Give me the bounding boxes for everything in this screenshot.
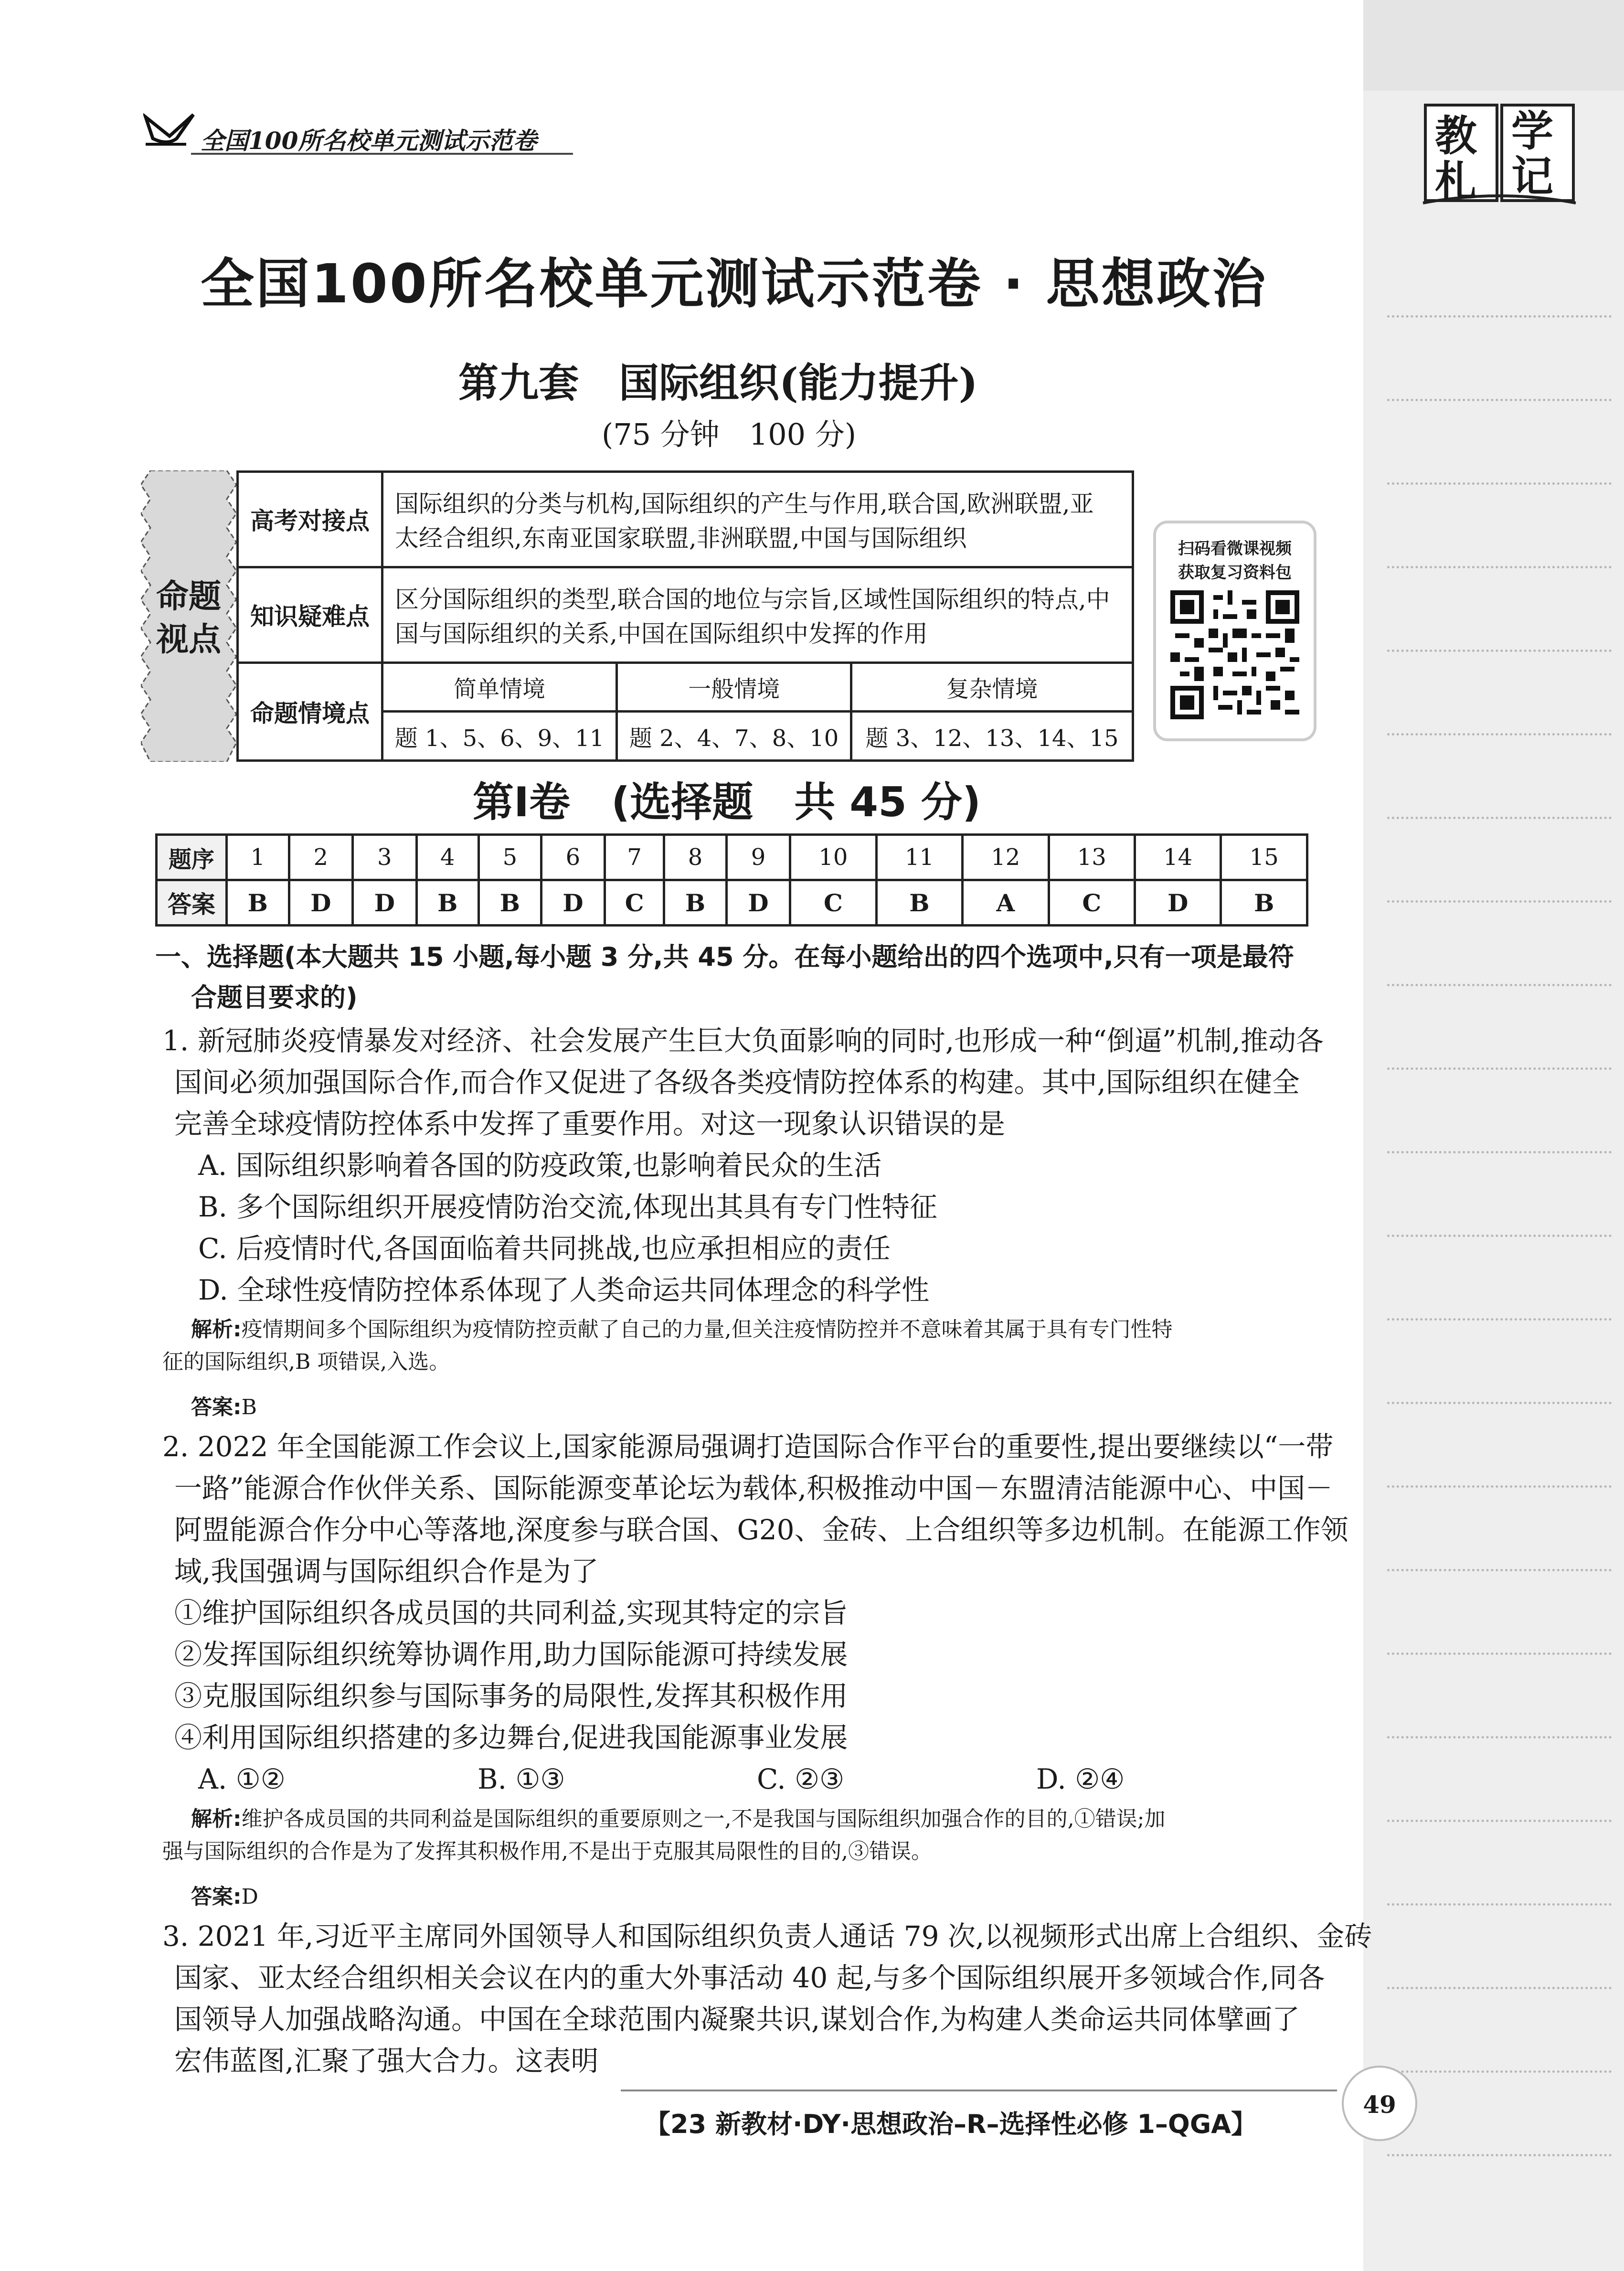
answer-cell: A bbox=[963, 880, 1049, 926]
note-line bbox=[1387, 984, 1612, 986]
q2-option-b: B. ①③ bbox=[478, 1763, 565, 1795]
qr-label-line2: 获取复习资料包 bbox=[1178, 563, 1292, 582]
question-number: 11 bbox=[876, 835, 962, 880]
q3-stem-line1: 3. 2021 年,习近平主席同外国领导人和国际组织负责人通话 79 次,以视频形式出席上合组织、金砖 bbox=[162, 1920, 1372, 1952]
situation-complex-header: 复杂情境 bbox=[851, 662, 1133, 712]
answer-table-row2-label: 答案 bbox=[157, 880, 227, 926]
note-line bbox=[1387, 566, 1612, 568]
note-line bbox=[1387, 1235, 1612, 1237]
question-number: 5 bbox=[479, 835, 541, 880]
answer-table-answers-row bbox=[157, 880, 1307, 926]
question-number: 13 bbox=[1049, 835, 1135, 880]
note-line bbox=[1387, 1987, 1612, 1989]
q2-statement-1: ①维护国际组织各成员国的共同利益,实现其特定的宗旨 bbox=[174, 1597, 848, 1629]
series-logo bbox=[143, 110, 196, 150]
q1-stem-line2: 国间必须加强国际合作,而合作又促进了各级各类疫情防控体系的构建。其中,国际组织在健全 bbox=[174, 1066, 1300, 1098]
answer-cell: C bbox=[1049, 880, 1135, 926]
note-line bbox=[1387, 399, 1612, 401]
footer-rule bbox=[621, 2090, 1337, 2091]
note-line bbox=[1387, 1067, 1612, 1070]
row-label-exam-points: 高考对接点 bbox=[238, 472, 382, 567]
notes-margin-cap bbox=[1363, 0, 1624, 91]
q2-stem-line3: 阿盟能源合作分中心等落地,深度参与联合国、G20、金砖、上合组织等多边机制。在能源工作领 bbox=[174, 1514, 1348, 1546]
book-char-3: 札 bbox=[1435, 156, 1477, 206]
q2-stem-line2: 一路”能源合作伙伴关系、国际能源变革论坛为载体,积极推动中国－东盟清洁能源中心、中国－ bbox=[174, 1472, 1333, 1504]
answer-table bbox=[155, 833, 1308, 927]
situation-simple-header: 简单情境 bbox=[382, 662, 617, 712]
book-char-4: 记 bbox=[1511, 151, 1554, 201]
q2-stem-line1: 2. 2022 年全国能源工作会议上,国家能源局强调打造国际合作平台的重要性,提出要继续以“一带 bbox=[162, 1430, 1334, 1463]
q3-stem-line4: 宏伟蓝图,汇聚了强大合力。这表明 bbox=[174, 2045, 599, 2077]
note-line bbox=[1387, 650, 1612, 652]
qr-label-line1: 扫码看微课视频 bbox=[1178, 539, 1292, 558]
qr-card[interactable] bbox=[1153, 521, 1316, 741]
series-name: 全国100所名校单元测试示范卷 bbox=[201, 127, 537, 155]
book-char-1: 教 bbox=[1435, 111, 1477, 160]
note-line bbox=[1387, 1653, 1612, 1655]
answer-cell: D bbox=[541, 880, 605, 926]
exam-duration: (75 分钟 100 分) bbox=[602, 417, 857, 452]
question-number: 14 bbox=[1135, 835, 1221, 880]
note-line bbox=[1387, 1820, 1612, 1822]
answer-cell: B bbox=[416, 880, 479, 926]
note-line bbox=[1387, 1903, 1612, 1906]
answer-cell: B bbox=[227, 880, 289, 926]
answer-cell: B bbox=[1221, 880, 1307, 926]
qr-code-icon[interactable] bbox=[1170, 590, 1299, 719]
instructions-line1: 一、选择题(本大题共 15 小题,每小题 3 分,共 45 分。在每小题给出的四个选项中,只有一项是最符 bbox=[155, 942, 1294, 972]
note-line bbox=[1387, 1736, 1612, 1738]
info-grid bbox=[236, 470, 1134, 762]
q1-option-a: A. 国际组织影响着各国的防疫政策,也影响着民众的生活 bbox=[198, 1149, 882, 1182]
question-number: 3 bbox=[353, 835, 416, 880]
row-content-exam-points: 国际组织的分类与机构,国际组织的产生与作用,联合国,欧洲联盟,亚 太经合组织,东南亚国家联盟,非洲联盟,中国与国际组织 bbox=[382, 472, 1133, 567]
book-icon bbox=[1421, 96, 1578, 210]
question-number: 2 bbox=[289, 835, 352, 880]
footer-code: 【23 新教材·DY·思想政治–R–选择性必修 1–QGA】 bbox=[645, 2109, 1257, 2139]
situation-general-questions: 题 2、4、7、8、10 bbox=[617, 712, 851, 761]
proposition-table bbox=[141, 470, 1144, 762]
q3-stem-line3: 国领导人加强战略沟通。中国在全球范围内凝聚共识,谋划合作,为构建人类命运共同体擘画了 bbox=[174, 2003, 1300, 2036]
q1-explanation-line1: 解析:疫情期间多个国际组织为疫情防控贡献了自己的力量,但关注疫情防控并不意味着其属于具有专门性特 bbox=[191, 1317, 1173, 1342]
q2-explanation-line2: 强与国际组织的合作是为了发挥其积极作用,不是出于克服其局限性的目的,③错误。 bbox=[162, 1839, 932, 1864]
answer-cell: D bbox=[726, 880, 790, 926]
q2-option-a: A. ①② bbox=[198, 1763, 286, 1795]
header-underline bbox=[191, 153, 573, 155]
row-content-difficult-points: 区分国际组织的类型,联合国的地位与宗旨,区域性国际组织的特点,中 国与国际组织的关系,中国在国际组织中发挥的作用 bbox=[382, 567, 1133, 662]
question-number: 1 bbox=[227, 835, 289, 880]
bird-book-icon bbox=[143, 110, 196, 148]
instructions-line2: 合题目要求的) bbox=[191, 982, 358, 1013]
question-number: 10 bbox=[790, 835, 876, 880]
note-line bbox=[1387, 900, 1612, 903]
q1-explanation-line2: 征的国际组织,B 项错误,入选。 bbox=[162, 1350, 450, 1374]
q3-stem-line2: 国家、亚太经合组织相关会议在内的重大外事活动 40 起,与多个国际组织展开多领域合作,同各 bbox=[174, 1962, 1325, 1994]
question-number: 9 bbox=[726, 835, 790, 880]
question-number: 15 bbox=[1221, 835, 1307, 880]
question-number: 4 bbox=[416, 835, 479, 880]
page-number: 49 bbox=[1363, 2090, 1396, 2119]
situation-complex-questions: 题 3、12、13、14、15 bbox=[851, 712, 1133, 761]
question-number: 8 bbox=[664, 835, 727, 880]
answer-cell: D bbox=[1135, 880, 1221, 926]
q2-statement-3: ③克服国际组织参与国际事务的局限性,发挥其积极作用 bbox=[174, 1680, 848, 1712]
note-line bbox=[1387, 315, 1612, 318]
q2-option-d: D. ②④ bbox=[1036, 1763, 1125, 1795]
question-number: 7 bbox=[605, 835, 664, 880]
q2-stem-line4: 域,我国强调与国际组织合作是为了 bbox=[174, 1555, 599, 1588]
q2-answer: 答案:D bbox=[191, 1885, 258, 1909]
book-char-2: 学 bbox=[1511, 106, 1554, 156]
note-line bbox=[1387, 817, 1612, 819]
q1-option-b: B. 多个国际组织开展疫情防治交流,体现出其具有专门性特征 bbox=[198, 1191, 937, 1223]
note-line bbox=[1387, 733, 1612, 736]
answer-cell: B bbox=[479, 880, 541, 926]
note-line bbox=[1387, 2070, 1612, 2073]
note-line bbox=[1387, 1485, 1612, 1488]
section-title: 第Ⅰ卷 (选择题 共 45 分) bbox=[473, 778, 981, 826]
page-title: 全国100所名校单元测试示范卷 · 思想政治 bbox=[201, 253, 1268, 315]
q1-stem-line1: 1. 新冠肺炎疫情暴发对经济、社会发展产生巨大负面影响的同时,也形成一种“倒逼”机制,推动各 bbox=[162, 1024, 1324, 1057]
q2-explanation-line1: 解析:维护各成员国的共同利益是国际组织的重要原则之一,不是我国与国际组织加强合作的目的,①错误;加 bbox=[191, 1807, 1166, 1831]
question-number: 6 bbox=[541, 835, 605, 880]
row-label-situations: 命题情境点 bbox=[238, 662, 382, 760]
q1-option-c: C. 后疫情时代,各国面临着共同挑战,也应承担相应的责任 bbox=[198, 1232, 891, 1265]
situation-general-header: 一般情境 bbox=[617, 662, 851, 712]
q1-option-d: D. 全球性疫情防控体系体现了人类命运共同体理念的科学性 bbox=[198, 1274, 930, 1306]
answer-table-row1-label: 题序 bbox=[157, 835, 227, 880]
proposition-viewpoint-label: 命题 视点 bbox=[156, 578, 221, 659]
q1-stem-line3: 完善全球疫情防控体系中发挥了重要作用。对这一现象认识错误的是 bbox=[174, 1108, 1006, 1140]
answer-cell: D bbox=[353, 880, 416, 926]
q2-option-c: C. ②③ bbox=[757, 1763, 845, 1795]
row-label-difficult-points: 知识疑难点 bbox=[238, 567, 382, 662]
answer-cell: B bbox=[876, 880, 962, 926]
note-line bbox=[1387, 2154, 1612, 2156]
note-line bbox=[1387, 1569, 1612, 1571]
q2-statement-4: ④利用国际组织搭建的多边舞台,促进我国能源事业发展 bbox=[174, 1721, 848, 1754]
answer-cell: C bbox=[790, 880, 876, 926]
q2-statement-2: ②发挥国际组织统筹协调作用,助力国际能源可持续发展 bbox=[174, 1638, 848, 1671]
question-number: 12 bbox=[963, 835, 1049, 880]
note-line bbox=[1387, 1151, 1612, 1153]
note-line bbox=[1387, 1318, 1612, 1321]
note-line bbox=[1387, 1402, 1612, 1404]
answer-cell: B bbox=[664, 880, 727, 926]
set-subtitle: 第九套 国际组织(能力提升) bbox=[458, 359, 978, 406]
answer-cell: C bbox=[605, 880, 664, 926]
q1-answer: 答案:B bbox=[191, 1395, 257, 1419]
notes-margin bbox=[1363, 0, 1624, 2271]
situation-simple-questions: 题 1、5、6、9、11 bbox=[382, 712, 617, 761]
note-line bbox=[1387, 482, 1612, 485]
answer-cell: D bbox=[289, 880, 352, 926]
page-number-badge bbox=[1342, 2066, 1417, 2141]
answer-table-numbers-row bbox=[157, 835, 1307, 880]
